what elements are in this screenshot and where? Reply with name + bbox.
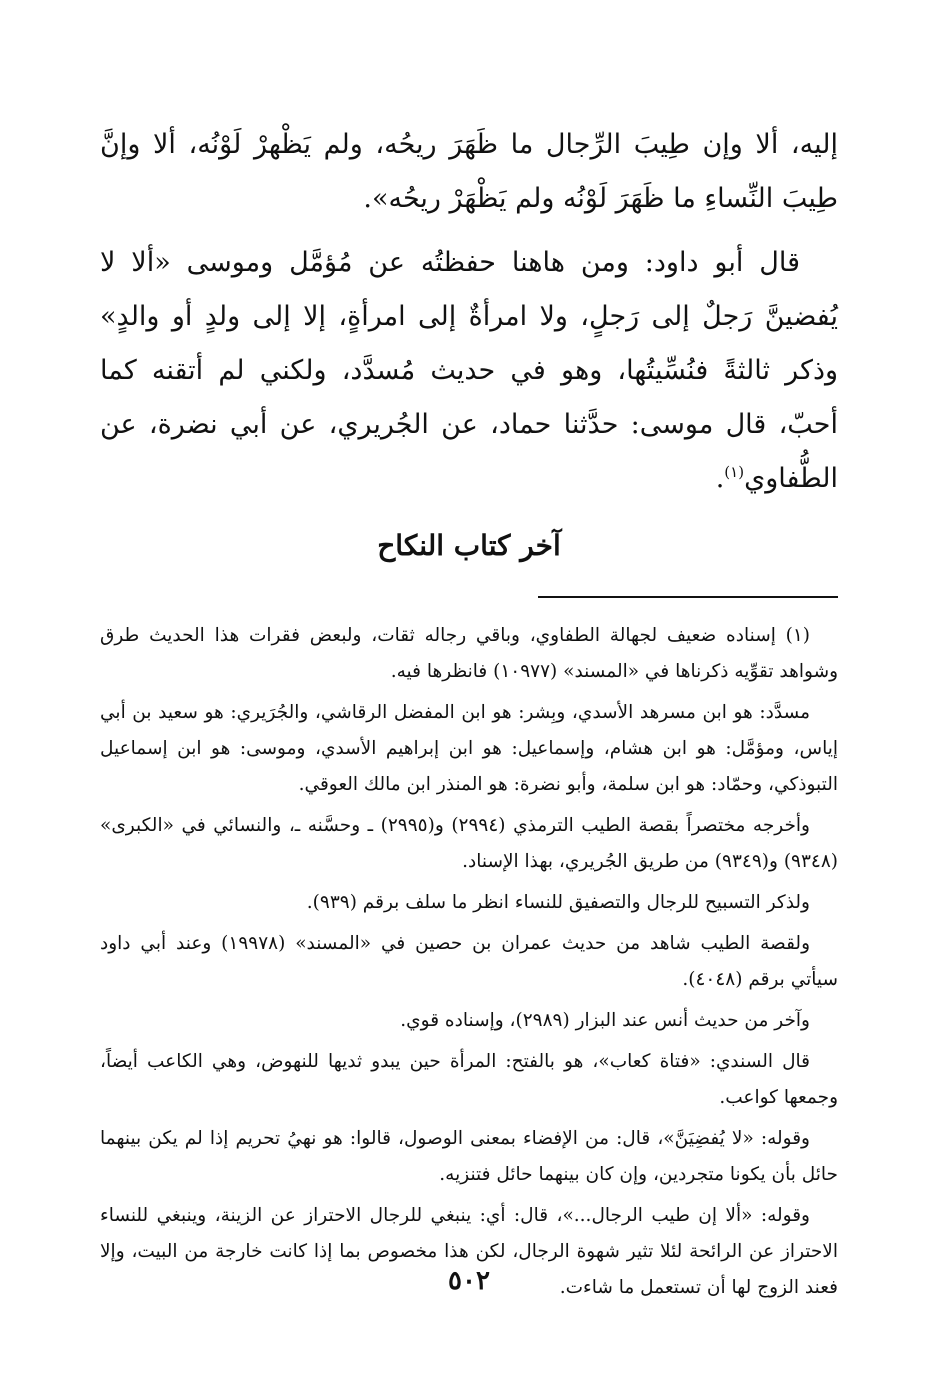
paragraph-hadith-end: إليه، ألا وإن طِيبَ الرِّجال ما ظَهَرَ ريحُه، ولم يَظْهرْ لَوْنُه، ألا وإنَّ طِيبَ النِّساءِ ما ظَهَرَ لَوْنُه ولم يَظْهَرْ ريحُه». [100, 129, 838, 214]
footnote-item: ولقصة الطيب شاهد من حديث عمران بن حصين في «المسند» (١٩٩٧٨) وعند أبي داود سيأتي برقم (٤٠٤٨). [100, 933, 838, 990]
footnotes [100, 618, 838, 1306]
paragraph-abu-dawud [100, 236, 838, 506]
footnote-item: وأخرجه مختصراً بقصة الطيب الترمذي (٢٩٩٤) و(٢٩٩٥) ـ وحسَّنه ـ، والنسائي في «الكبرى» (٩٣٤٨) و(٩٣٤٩) من طريق الجُريري، بهذا الإسناد. [100, 815, 838, 872]
footnote-ref-1[interactable]: (١) [724, 463, 745, 481]
footnote-item: ولذكر التسبيح للرجال والتصفيق للنساء انظر ما سلف برقم (٩٣٩). [306, 892, 810, 913]
footnote-item: وقوله: «ألا إن طيب الرجال...»، قال: أي: ينبغي للرجال الاحتراز عن الزينة، وينبغي للنساء الاحتراز عن الرائحة لئلا تثير شهوة الرجال، لكن هذا مخصوص بما إذا كانت خارجة من البيت، وإلا فعند الزوج لها أن تستعمل ما شاءت. [100, 1205, 838, 1298]
main-text [100, 118, 838, 506]
footnote-item: وقوله: «لا يُفضِيَنَّ»، قال: من الإفضاء بمعنى الوصول، قالوا: هو نهيُ تحريم إذا لم يكن بينهما حائل بأن يكونا متجردين، وإن كان بينهما حائل فتنزيه. [100, 1128, 838, 1185]
page-content [100, 118, 838, 1311]
footnote-item: وآخر من حديث أنس عند البزار (٢٩٨٩)، وإسناده قوي. [400, 1010, 810, 1031]
paragraph-abu-dawud-end: . [715, 463, 725, 494]
footnote-item: مسدَّد: هو ابن مسرهد الأسدي، وبِشر: هو ابن المفضل الرقاشي، والجُرَيري: هو سعيد بن أبي إياس، ومؤمَّل: هو ابن هشام، وإسماعيل: هو ابن إبراهيم الأسدي، وموسى: هو ابن إسماعيل التبوذكي، وحمّاد: هو ابن سلمة، وأبو نضرة: هو المنذر ابن مالك العوقي. [100, 702, 838, 795]
page-number: ٥٠٢ [448, 1266, 490, 1296]
section-end-heading: آخر كتاب النكاح [377, 529, 561, 562]
footnote-item: (١) إسناده ضعيف لجهالة الطفاوي، وباقي رجاله ثقات، ولبعض فقرات هذا الحديث طرق وشواهد تقوِّيه ذكرناها في «المسند» (١٠٩٧٧) فانظرها فيه. [100, 625, 838, 682]
footnote-item: قال السندي: «فتاة كعاب»، هو بالفتح: المرأة حين يبدو ثديها للنهوض، وهي الكاعب أيضاً، وجمعها كواعب. [100, 1051, 838, 1108]
footnote-divider [538, 596, 838, 598]
paragraph-abu-dawud-text: قال أبو داود: ومن هاهنا حفظتُه عن مُؤمَّل وموسى «ألا لا يُفضينَّ رَجلٌ إلى رَجلٍ، ولا امرأةٌ إلى امرأةٍ، إلا إلى ولدٍ أو والدٍ» وذكر ثالثةً فنُسِّيتُها، وهو في حديث مُسدَّد، ولكني لم أتقنه كما أحبّ، قال موسى: حدَّثنا حماد، عن الجُريري، عن أبي نضرة، عن الطُّفاوي [100, 247, 839, 494]
